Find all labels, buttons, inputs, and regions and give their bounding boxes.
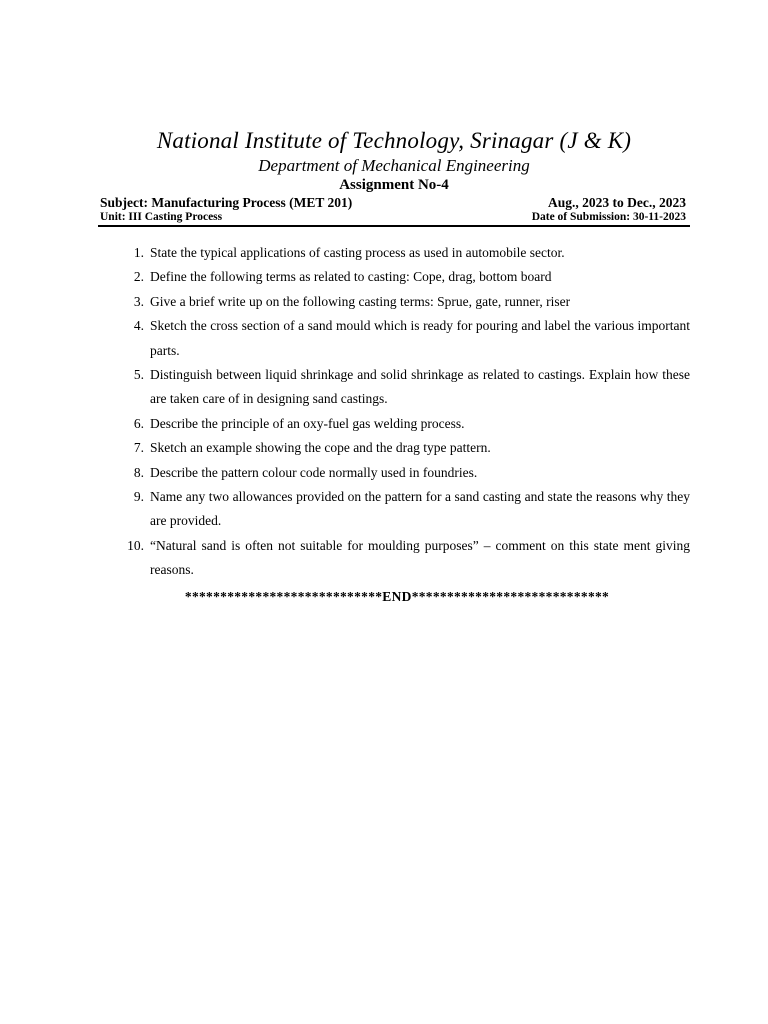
question-number: 7. — [133, 440, 144, 456]
question-item — [98, 241, 690, 265]
institute-name: National Institute of Technology, Srinagar (J & K) — [156, 128, 632, 153]
question-number: 9. — [133, 489, 144, 505]
question-number: 5. — [133, 367, 144, 383]
end-marker: ****************************END**************************** — [184, 588, 610, 604]
question-text: Describe the pattern colour code normally used in foundries. — [150, 464, 478, 480]
question-number: 1. — [133, 245, 144, 260]
question-number: 3. — [133, 293, 144, 309]
unit-label: Unit: III Casting Process — [100, 211, 223, 223]
question-item — [98, 461, 690, 485]
question-text: Sketch the cross section of a sand mould which is ready for pouring and label the various important parts. — [150, 318, 690, 358]
question-text: “Natural sand is often not suitable for moulding purposes” – comment on this state ment giving reasons. — [150, 537, 690, 578]
question-item — [98, 265, 690, 289]
unit-row — [98, 210, 690, 224]
assignment-title: Assignment No-4 — [339, 177, 449, 193]
question-item — [98, 363, 690, 412]
subject-row — [98, 195, 690, 210]
question-item — [98, 485, 690, 534]
question-item — [98, 436, 690, 460]
submission-date: Date of Submission: 30-11-2023 — [531, 211, 686, 223]
question-text: Name any two allowances provided on the pattern for a sand casting and state the reasons why they are provided. — [150, 489, 690, 529]
question-number: 8. — [133, 464, 144, 480]
question-text: Give a brief write up on the following casting terms: Sprue, gate, runner, riser — [150, 293, 571, 309]
question-text: Define the following terms as related to casting: Cope, drag, bottom board — [150, 269, 552, 285]
session-label: Aug., 2023 to Dec., 2023 — [548, 195, 686, 210]
question-item — [98, 412, 690, 436]
question-item — [98, 314, 690, 363]
question-number: 10. — [127, 537, 144, 553]
question-number: 6. — [133, 415, 144, 431]
assignment-sheet — [98, 126, 690, 607]
department-name: Department of Mechanical Engineering — [258, 156, 530, 175]
question-number: 4. — [133, 318, 144, 334]
header-divider — [98, 225, 690, 227]
question-text: State the typical applications of casting process as used in automobile sector. — [150, 245, 565, 260]
question-item — [98, 534, 690, 583]
question-text: Sketch an example showing the cope and the drag type pattern. — [150, 440, 491, 456]
question-list — [98, 241, 690, 583]
question-text: Distinguish between liquid shrinkage and solid shrinkage as related to castings. Explain how these are taken care of in designing sand castings. — [150, 367, 690, 407]
question-number: 2. — [133, 269, 144, 285]
question-item — [98, 290, 690, 314]
question-text: Describe the principle of an oxy-fuel gas welding process. — [150, 415, 465, 431]
subject-label: Subject: Manufacturing Process (MET 201) — [100, 195, 353, 210]
